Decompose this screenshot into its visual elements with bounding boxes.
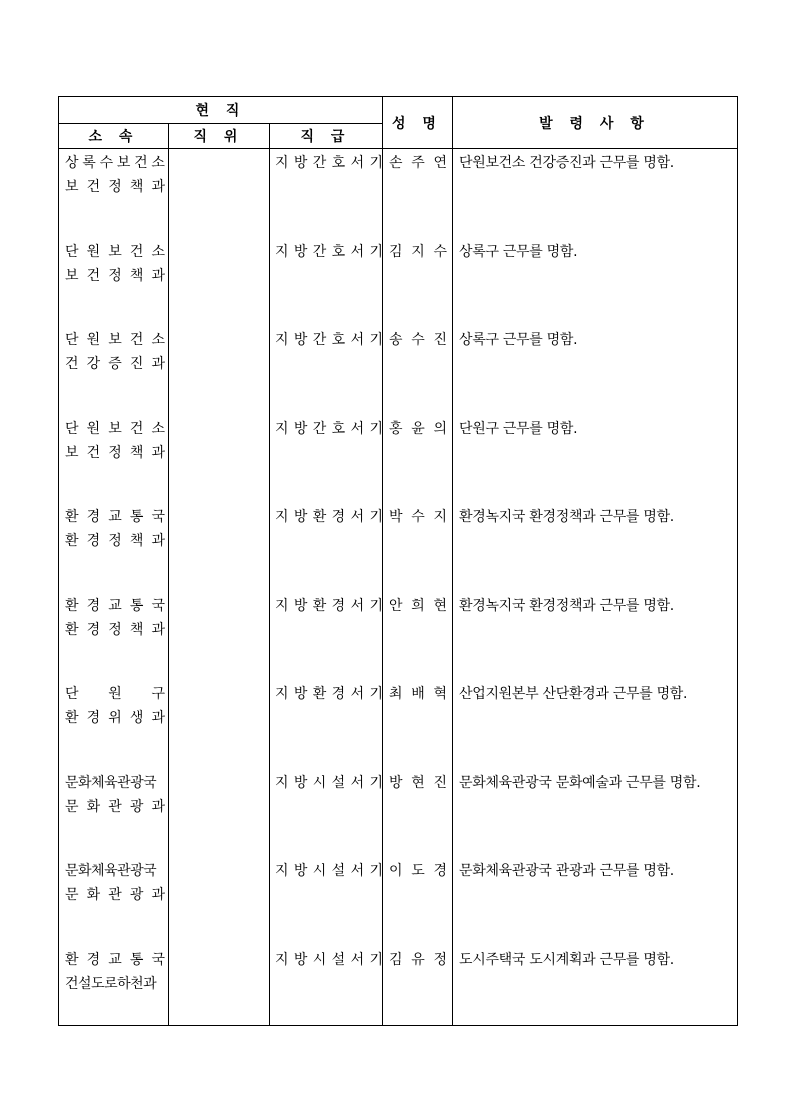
- personnel-table: [58, 96, 738, 1026]
- name-cell: 김 유 정: [389, 951, 447, 968]
- header-name: 성 명: [392, 115, 442, 132]
- dept-line: 단 원 보 건 소: [65, 420, 165, 437]
- name-cell: 안 희 현: [389, 597, 447, 614]
- dept-cell: [65, 682, 165, 730]
- grade-cell: 지 방 시 설 서 기: [275, 951, 383, 968]
- grade-cell: 지 방 간 호 서 기: [275, 155, 383, 171]
- dept-line: 환 경 교 통 국: [65, 951, 165, 968]
- dept-line: 환 경 교 통 국: [65, 597, 165, 614]
- table-row: [59, 240, 739, 328]
- dept-cell: [65, 594, 165, 642]
- order-cell: 단원보건소 건강증진과 근무를 명함.: [459, 155, 674, 171]
- grade-cell: 지 방 간 호 서 기: [275, 420, 383, 437]
- grade-cell: 지 방 시 설 서 기: [275, 863, 383, 879]
- dept-line: 보 건 정 책 과: [65, 267, 165, 284]
- dept-cell: [65, 859, 165, 907]
- order-cell: 상록구 근무를 명함.: [459, 332, 578, 348]
- dept-line: 문화체육관광국: [65, 774, 157, 791]
- order-cell: 상록구 근무를 명함.: [459, 243, 578, 260]
- order-cell: 환경녹지국 환경정책과 근무를 명함.: [459, 597, 674, 614]
- dept-line: 건 강 증 진 과: [65, 356, 165, 372]
- name-cell: 손 주 연: [389, 155, 447, 171]
- dept-line: 단 원 구: [65, 686, 165, 702]
- header-bottom-line: [59, 148, 737, 149]
- grade-cell: 지 방 시 설 서 기: [275, 774, 383, 791]
- grade-cell: 지 방 환 경 서 기: [275, 597, 383, 614]
- dept-line: 단 원 보 건 소: [65, 243, 165, 260]
- dept-cell: [65, 240, 165, 288]
- name-cell: 김 지 수: [389, 243, 447, 260]
- table-row: [59, 505, 739, 593]
- grade-cell: 지 방 환 경 서 기: [275, 509, 383, 525]
- dept-line: 환 경 정 책 과: [65, 621, 165, 638]
- dept-line: 문 화 관 광 과: [65, 798, 165, 815]
- dept-cell: [65, 151, 165, 199]
- dept-line: 환 경 교 통 국: [65, 509, 165, 525]
- name-cell: 최 배 혁: [389, 686, 447, 702]
- table-row: [59, 859, 739, 947]
- grade-cell: 지 방 간 호 서 기: [275, 243, 383, 260]
- dept-line: 환 경 정 책 과: [65, 533, 165, 549]
- table-row: [59, 594, 739, 682]
- dept-line: 환 경 위 생 과: [65, 710, 165, 726]
- dept-line: 보 건 정 책 과: [65, 179, 165, 195]
- name-cell: 홍 윤 의: [389, 420, 447, 437]
- table-row: [59, 328, 739, 416]
- header-grade: 직 급: [300, 128, 351, 145]
- header-dept: 소 속: [88, 128, 139, 145]
- table-row: [59, 948, 739, 1036]
- table-row: [59, 771, 739, 859]
- dept-line: 건설도로하천과: [65, 975, 157, 992]
- dept-line: 문 화 관 광 과: [65, 887, 165, 903]
- table-row: [59, 151, 739, 239]
- dept-cell: [65, 505, 165, 553]
- name-cell: 방 현 진: [389, 774, 447, 791]
- table-row: [59, 417, 739, 505]
- name-cell: 박 수 지: [389, 509, 447, 525]
- dept-line: 단 원 보 건 소: [65, 332, 165, 348]
- header-order: 발 령 사 항: [539, 115, 650, 132]
- name-cell: 이 도 경: [389, 863, 447, 879]
- order-cell: 산업지원본부 산단환경과 근무를 명함.: [459, 686, 688, 702]
- table-row: [59, 682, 739, 770]
- name-cell: 송 수 진: [389, 332, 447, 348]
- grade-cell: 지 방 환 경 서 기: [275, 686, 383, 702]
- order-cell: 문화체육관광국 관광과 근무를 명함.: [459, 863, 674, 879]
- order-cell: 단원구 근무를 명함.: [459, 420, 578, 437]
- order-cell: 도시주택국 도시계획과 근무를 명함.: [459, 951, 674, 968]
- dept-cell: [65, 328, 165, 376]
- header-current: 현 직: [195, 103, 246, 119]
- dept-cell: [65, 771, 165, 819]
- dept-line: 보 건 정 책 과: [65, 444, 165, 461]
- dept-cell: [65, 948, 165, 996]
- dept-line: 문화체육관광국: [65, 863, 157, 879]
- dept-line: 상 록 수 보 건 소: [65, 155, 165, 171]
- grade-cell: 지 방 간 호 서 기: [275, 332, 383, 348]
- order-cell: 문화체육관광국 문화예술과 근무를 명함.: [459, 774, 701, 791]
- dept-cell: [65, 417, 165, 465]
- header-position: 직 위: [193, 128, 244, 145]
- order-cell: 환경녹지국 환경정책과 근무를 명함.: [459, 509, 674, 525]
